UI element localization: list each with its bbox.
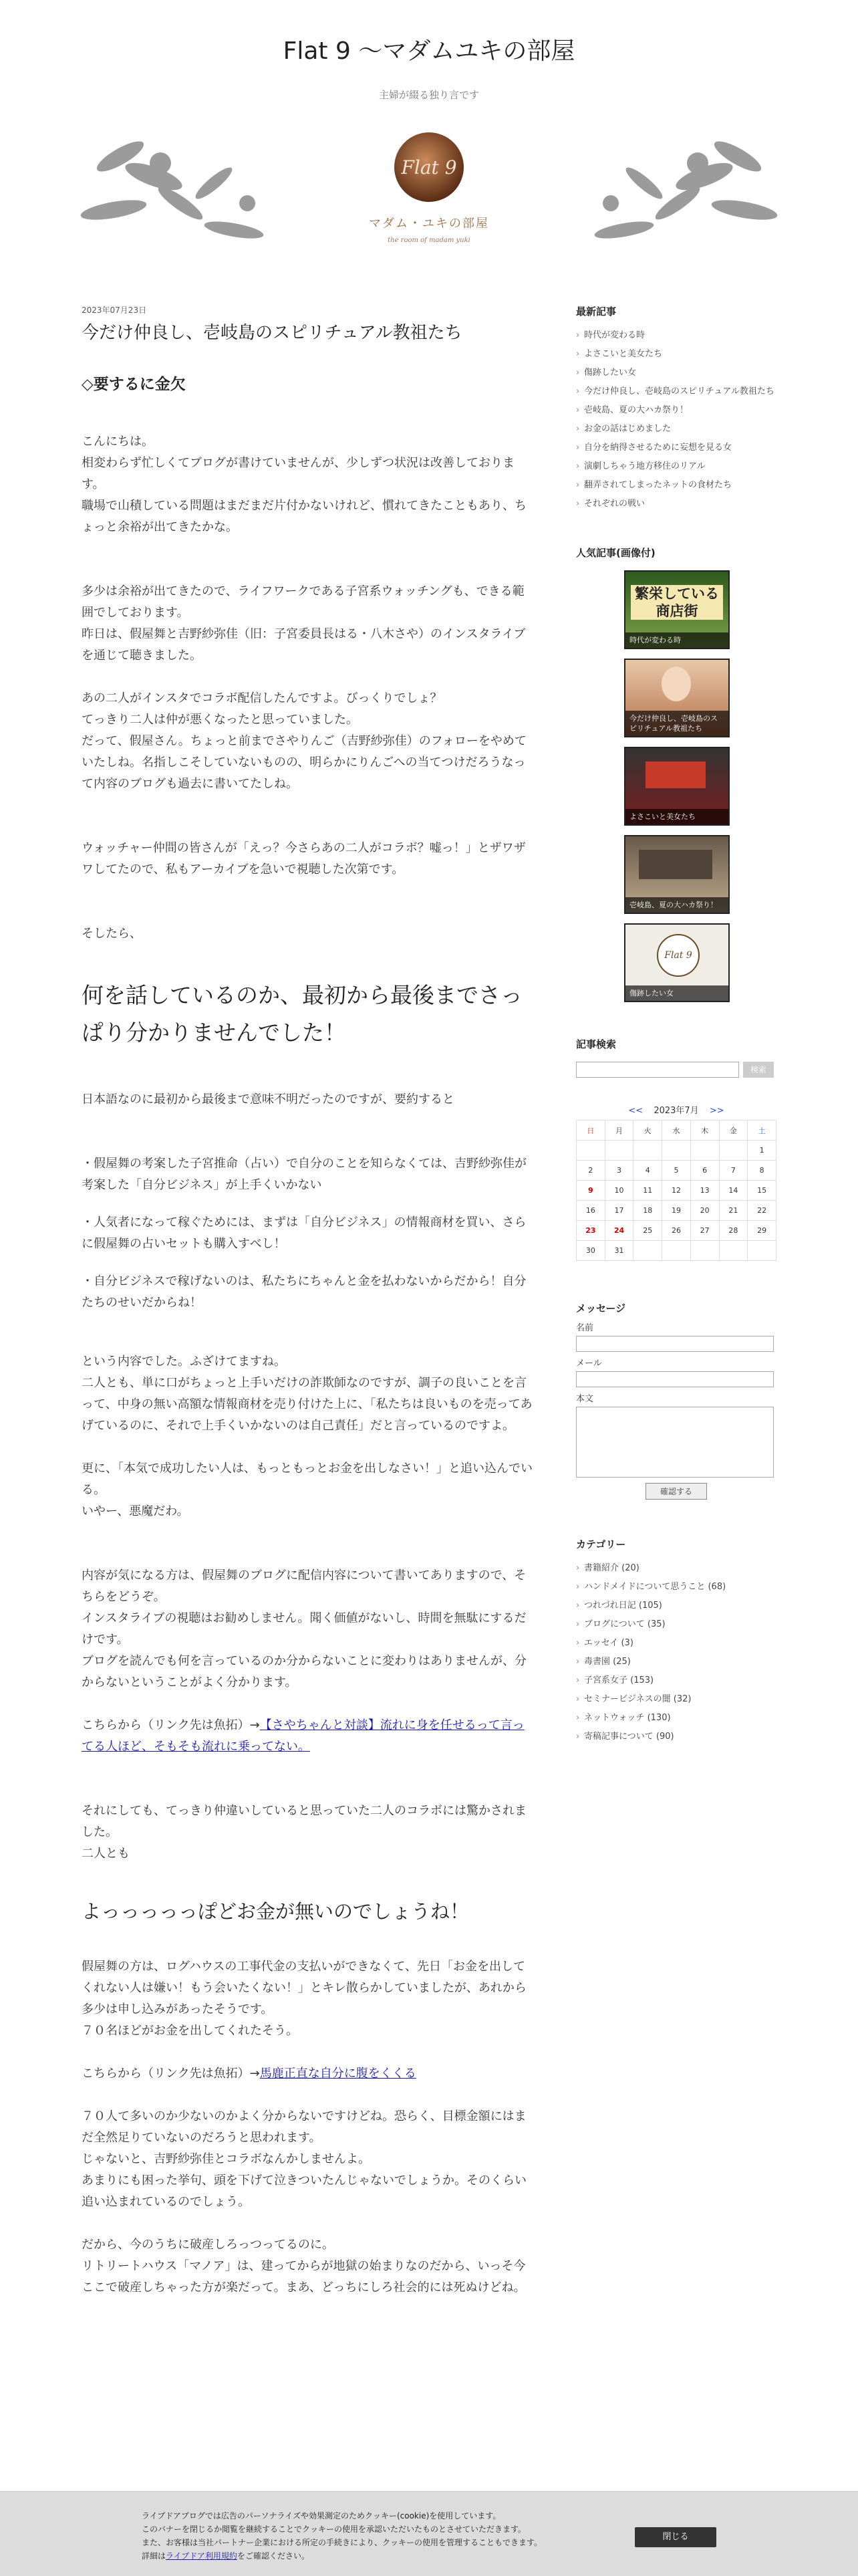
category-link[interactable]: › ハンドメイドについて思うこと (68) — [576, 1578, 776, 1597]
calendar-day-linked[interactable]: 23 — [577, 1221, 605, 1241]
calendar-day: 26 — [662, 1221, 691, 1241]
calendar-day — [662, 1141, 691, 1161]
cookie-close-button[interactable]: 閉じる — [635, 2527, 716, 2547]
street-photo — [639, 850, 712, 879]
weekday-label: 水 — [662, 1121, 691, 1141]
calendar-day: 14 — [719, 1181, 748, 1201]
paragraph-seventy: ７０人て多いのか少ないのかよく分からないですけどね。恐らく、目標金額にはまだ全然足りていないのだろうと思われます。 じゃないと、吉野紗弥佳とコラボなんかしませんよ。 あまりにも困った挙句、頭を下げて泣きついたんじゃないでしょうか。そのくらい追い込まれているのでしょう。 — [82, 2109, 527, 2209]
weekday-label: 日 — [577, 1121, 605, 1141]
calendar-day: 16 — [577, 1201, 605, 1221]
heading-confusing: 何を話しているのか、最初から最後までさっぱり分かりませんでした！ — [82, 982, 523, 1046]
calendar-day: 27 — [690, 1221, 719, 1241]
popular-posts-list — [576, 570, 776, 1002]
festival-photo — [646, 762, 706, 788]
recent-post-link[interactable]: › 今だけ仲良し、壱岐島のスピリチュアル教祖たち — [576, 382, 776, 401]
recent-post-link[interactable]: › 壱岐島、夏の大ハカ祭り！ — [576, 401, 776, 420]
body-field[interactable] — [576, 1407, 774, 1478]
category-link[interactable]: › セミナービジネスの闇 (32) — [576, 1690, 776, 1709]
calendar-day — [633, 1141, 662, 1161]
category-title: カテゴリー — [576, 1538, 626, 1550]
paragraph-then: そしたら、 — [82, 927, 142, 941]
shop-sign: 繁栄している商店街 — [631, 585, 723, 620]
popular-post-label: 壱岐島、夏の大ハカ祭り！ — [625, 897, 728, 913]
calendar-day: 19 — [662, 1201, 691, 1221]
category-link[interactable]: › ネットウォッチ (130) — [576, 1709, 776, 1728]
weekday-label: 金 — [719, 1121, 748, 1141]
calendar-day — [577, 1141, 605, 1161]
paragraph-blog-info: 内容が気になる方は、假屋舞のブログに配信内容について書いてありますので、そちらをどうぞ。 インスタライブの視聴はお勧めしません。聞く価値がないし、時間を無駄にするだけです。 ブログを読んでも何を言っているのか分からないことに変わりはありませんが、分からないということがよく分かります。 — [82, 1568, 527, 1689]
calendar-day: 7 — [719, 1161, 748, 1181]
bullet-item: ・人気者になって稼ぐためには、まずは「自分ビジネス」の情報商材を買い、さらに假屋舞の占いセットも購入すべし！ — [82, 1215, 527, 1251]
category-link[interactable]: › 寄稿記事について (90) — [576, 1728, 776, 1746]
calendar-day: 31 — [605, 1241, 633, 1261]
calendar-day: 15 — [748, 1181, 776, 1201]
terms-link[interactable]: ライブドア利用規約 — [166, 2551, 237, 2561]
calendar-day — [633, 1241, 662, 1261]
post-date: 2023年07月23日 — [82, 306, 147, 315]
calendar-day — [605, 1141, 633, 1161]
message-title: メッセージ — [576, 1302, 626, 1314]
popular-posts-title: 人気記事(画像付) — [576, 547, 656, 559]
recent-post-link[interactable]: › それぞれの戦い — [576, 495, 776, 513]
calendar-day: 10 — [605, 1181, 633, 1201]
cookie-banner — [0, 2491, 858, 2576]
calendar-day: 12 — [662, 1181, 691, 1201]
calendar-weekdays — [577, 1121, 776, 1141]
paragraph-link2: こちらから（リンク先は魚拓）→馬鹿正直な自分に腹をくくる — [82, 2067, 416, 2081]
paragraph-collab: あの二人がインスタでコラボ配信したんですよ。びっくりでしょ？ てっきり二人は仲が悪くなったと思っていました。 だって、假屋さん。ちょっと前までさやりんご（吉野紗弥佳）のフォローをやめていたしね。名指しこそしていないものの、明らかにりんごへの当てつけだろうなって内容のブログも過去に書いてたしね。 — [82, 691, 527, 791]
popular-post-thumb[interactable] — [624, 570, 730, 649]
recent-post-link[interactable]: › お金の話はじめました — [576, 420, 776, 439]
cookie-text: ライブドアブログでは広告のパーソナライズや効果測定のためクッキー(cookie)を使用しています。 このバナーを閉じるか閲覧を継続することでクッキーの使用を承認いただいたものとさせていただきます。 また、お客様は当社パートナー企業における所定の手続きにより、クッキーの使用を管理することもできます。 詳細はライブドア利用規約をご確認ください。 — [142, 2511, 543, 2561]
calendar-grid — [576, 1120, 776, 1261]
calendar-day — [719, 1141, 748, 1161]
search-input[interactable] — [576, 1062, 739, 1078]
weekday-label: 土 — [748, 1121, 776, 1141]
recent-post-link[interactable]: › 演劇しちゃう地方移住のリアル — [576, 457, 776, 476]
body-label: 本文 — [576, 1394, 594, 1404]
recent-posts-list — [576, 326, 776, 513]
logo-title: マダム・ユキの部屋 — [369, 217, 489, 231]
paragraph-link1: こちらから（リンク先は魚拓）→【さやちゃんと対談】流れに身を任せるって言ってる人ほど、そもそも流れに乗ってない。 — [82, 1718, 525, 1754]
mail-label: メール — [576, 1359, 602, 1369]
calendar-day: 3 — [605, 1161, 633, 1181]
calendar-header — [576, 1103, 776, 1116]
site-tagline: 主婦が綴る独り言です — [378, 89, 479, 101]
search-title: 記事検索 — [576, 1038, 617, 1050]
calendar-day: 22 — [748, 1201, 776, 1221]
weekday-label: 火 — [633, 1121, 662, 1141]
bullet-item: ・假屋舞の考案した子宮推命（占い）で自分のことを知らなくては、吉野紗弥佳が考案した「自分ビジネス」が上手くいかない — [82, 1157, 527, 1192]
paragraph-surprise: それにしても、てっきり仲違いしていると思っていた二人のコラボには驚かされました。 二人とも — [82, 1804, 527, 1861]
category-link[interactable]: › エッセイ (3) — [576, 1634, 776, 1653]
calendar-day — [748, 1241, 776, 1261]
calendar-day: 30 — [577, 1241, 605, 1261]
calendar-day: 4 — [633, 1161, 662, 1181]
weekday-label: 月 — [605, 1121, 633, 1141]
calendar-day: 8 — [748, 1161, 776, 1181]
calendar-day: 28 — [719, 1221, 748, 1241]
name-label: 名前 — [576, 1323, 594, 1333]
recent-posts-title: 最新記事 — [576, 306, 617, 318]
recent-post-link[interactable]: › 時代が変わる時 — [576, 326, 776, 345]
popular-post-label: よさこいと美女たち — [625, 809, 728, 824]
recent-post-link[interactable]: › 自分を納得させるために妄想を見る女 — [576, 439, 776, 457]
logo-subtitle: the room of madam yuki — [388, 237, 470, 244]
calendar-day — [719, 1241, 748, 1261]
category-link[interactable]: › 書籍紹介 (20) — [576, 1559, 776, 1578]
calendar-day: 13 — [690, 1181, 719, 1201]
heading-no-money: よっっっっっぽどお金が無いのでしょうね！ — [82, 1900, 470, 1923]
calendar-prev[interactable]: << — [628, 1106, 644, 1116]
calendar-day: 18 — [633, 1201, 662, 1221]
calendar-day: 20 — [690, 1201, 719, 1221]
calendar-day-linked[interactable]: 9 — [577, 1181, 605, 1201]
paragraph-content: という内容でした。ふざけてますね。 二人とも、単に口がちょっと上手いだけの詐欺師なのですが、調子の良いことを言って、中身の無い高額な情報商材を売り付けた上に、「私たちは良いものを売ってあげているのに、それで上手くいかないのは自己責任」だと言っているのですよ。 — [82, 1355, 533, 1433]
archive-link-sayachan[interactable]: 【さやちゃんと対談】流れに身を任せるって言ってる人ほど、そもそも流れに乗ってない。 — [82, 1718, 525, 1754]
calendar-day: 29 — [748, 1221, 776, 1241]
calendar — [576, 1103, 776, 1261]
paragraph-greeting: こんにちは。 相変わらず忙しくてブログが書けていませんが、少しずつ状況は改善しております。 職場で山積している問題はまだまだ片付かないけれど、慣れてきたこともあり、ちょっと余裕が出てきたかな。 — [82, 435, 527, 534]
mail-field[interactable] — [576, 1371, 774, 1387]
recent-post-link[interactable]: › よさこいと美女たち — [576, 345, 776, 364]
calendar-month: 2023年7月 — [654, 1106, 699, 1116]
message-form — [576, 1320, 776, 1500]
paragraph-watchers: ウォッチャー仲間の皆さんが「えっ？今さらあの二人がコラボ？嘘っ！」とザワザワしてたので、私もアーカイブを急いで視聴した次第です。 — [82, 841, 526, 876]
post-lead-heading: ◇要するに金欠 — [82, 376, 186, 393]
post-title[interactable]: 今だけ仲良し、壱岐島のスピリチュアル教祖たち — [82, 323, 462, 343]
site-header — [0, 0, 858, 257]
category-link[interactable]: › 子宮系女子 (153) — [576, 1671, 776, 1690]
calendar-day: 25 — [633, 1221, 662, 1241]
calendar-next[interactable]: >> — [709, 1106, 724, 1116]
archive-link-honest[interactable]: 馬鹿正直な自分に腹をくくる — [259, 2067, 416, 2081]
category-link[interactable]: › つれづれ日記 (105) — [576, 1597, 776, 1615]
calendar-day: 2 — [577, 1161, 605, 1181]
calendar-day — [662, 1241, 691, 1261]
category-list — [576, 1559, 776, 1746]
calendar-day: 21 — [719, 1201, 748, 1221]
calendar-day: 5 — [662, 1161, 691, 1181]
calendar-day: 6 — [690, 1161, 719, 1181]
name-field[interactable] — [576, 1336, 774, 1352]
search-form — [576, 1062, 776, 1078]
logo-photo: Flat 9 — [657, 934, 700, 977]
article — [82, 304, 536, 2299]
paragraph-summary-intro: 日本語なのに最初から最後まで意味不明だったのですが、要約すると — [82, 1092, 454, 1106]
search-button[interactable]: 検索 — [743, 1062, 774, 1078]
recent-post-link[interactable]: › 傷跡したい女 — [576, 364, 776, 382]
calendar-day: 1 — [748, 1141, 776, 1161]
calendar-day-linked[interactable]: 24 — [605, 1221, 633, 1241]
header-banner — [80, 130, 778, 257]
popular-post-thumb[interactable] — [624, 923, 730, 1002]
popular-post-label: 傷跡したい女 — [625, 985, 728, 1001]
calendar-day — [690, 1141, 719, 1161]
recent-post-link[interactable]: › 翻弄されてしまったネットの食材たち — [576, 476, 776, 495]
popular-post-thumb[interactable] — [624, 659, 730, 737]
popular-post-label: 時代が変わる時 — [625, 632, 728, 648]
category-link[interactable]: › 毒書園 (25) — [576, 1653, 776, 1671]
paragraph-further: 更に、「本気で成功したい人は、もっともっとお金を出しなさい！」と追い込んでいる。 いやー、悪魔だわ。 — [82, 1461, 533, 1518]
paragraph-loghouse: 假屋舞の方は、ログハウスの工事代金の支払いができなくて、先日「お金を出してくれない人は嫌い！もう会いたくない！」とキレ散らかしていましたが、あれから多少は申し込みがあったそうです。 ７０名ほどがお金を出してくれたそう。 — [82, 1960, 527, 2038]
category-link[interactable]: › ブログについて (35) — [576, 1615, 776, 1634]
calendar-day: 17 — [605, 1201, 633, 1221]
confirm-button[interactable]: 確認する — [646, 1483, 707, 1500]
bullet-item: ・自分ビジネスで稼げないのは、私たちにちゃんと金を払わないからだから！自分たちのせいだからね！ — [82, 1274, 527, 1310]
calendar-day — [690, 1241, 719, 1261]
calendar-day: 11 — [633, 1181, 662, 1201]
paragraph-bankrupt: だから、今のうちに破産しろっつってるのに。 リトリートハウス「マノア」は、建ってからが地獄の始まりなのだから、いっそ今ここで破産しちゃった方が楽だって。まあ、どっちにしろ社会的には死ぬけどね。 — [82, 2238, 526, 2295]
popular-post-label: 今だけ仲良し、壱岐島のスピリチュアル教祖たち — [625, 711, 728, 736]
paragraph-watching: 多少は余裕が出てきたので、ライフワークである子宮系ウォッチングも、できる範囲でしております。 昨日は、假屋舞と吉野紗弥佳（旧：子宮委員長はる・八木さや）のインスタライブを通じて聴きました。 — [82, 584, 526, 663]
sidebar — [576, 304, 776, 1746]
weekday-label: 木 — [690, 1121, 719, 1141]
popular-post-thumb[interactable] — [624, 835, 730, 914]
portrait-photo — [662, 667, 691, 701]
popular-post-thumb[interactable] — [624, 747, 730, 826]
svg-text:Flat 9: Flat 9 — [401, 156, 457, 179]
site-title[interactable]: Flat 9 〜マダムユキの部屋 — [283, 37, 575, 65]
